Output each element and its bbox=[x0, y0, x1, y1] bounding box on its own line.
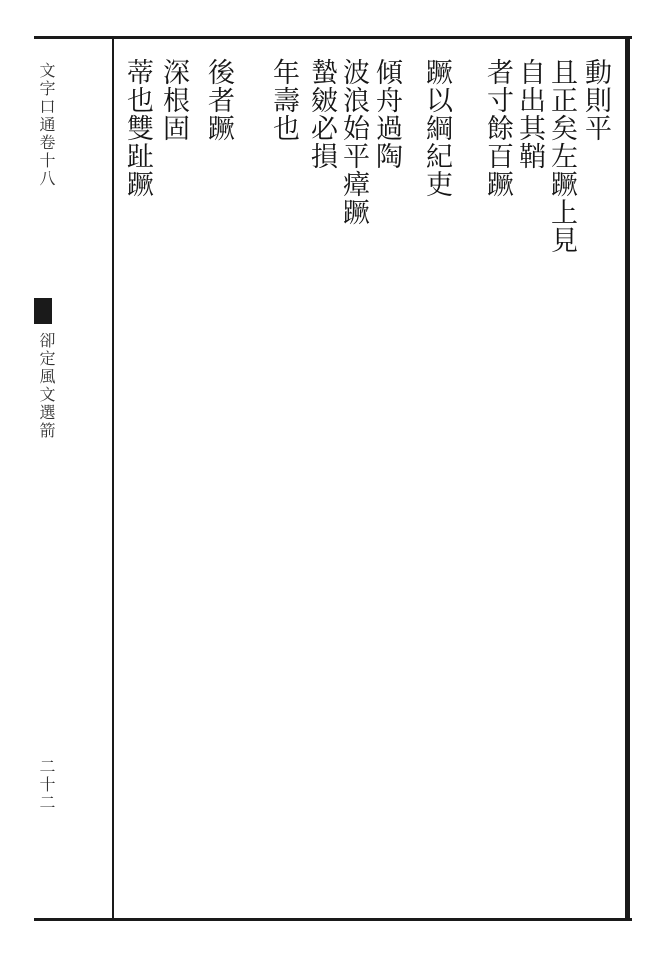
text-column-10: 後者蹶 bbox=[203, 58, 234, 142]
text-column-3: 自出其鞘 bbox=[514, 58, 545, 170]
frame-top-border bbox=[34, 36, 632, 39]
text-column-9: 年壽也 bbox=[268, 58, 299, 142]
frame-bottom-border bbox=[34, 918, 632, 921]
text-column-6: 傾舟過陶 bbox=[371, 58, 402, 170]
page-number: 二十二 bbox=[37, 758, 56, 812]
text-column-5: 蹶以綱紀吏 bbox=[421, 58, 452, 198]
fish-tail-divider bbox=[112, 36, 114, 921]
text-column-8: 蟄皴必損 bbox=[306, 58, 337, 170]
margin-section-title: 卻定風文選箭 bbox=[37, 332, 56, 440]
text-column-11: 深根固 bbox=[158, 58, 189, 142]
text-column-1: 動則平 bbox=[580, 58, 611, 142]
margin-top-text: 文字口通卷十八 bbox=[37, 62, 56, 188]
frame-right-border bbox=[625, 36, 630, 921]
text-column-12: 蒂也雙趾蹶 bbox=[122, 58, 153, 198]
text-column-2: 且正矣左蹶上見 bbox=[546, 58, 577, 254]
text-column-7: 波浪始平瘴蹶 bbox=[338, 58, 369, 226]
text-column-4: 者寸餘百蹶 bbox=[482, 58, 513, 198]
fish-tail-mark bbox=[34, 298, 52, 324]
